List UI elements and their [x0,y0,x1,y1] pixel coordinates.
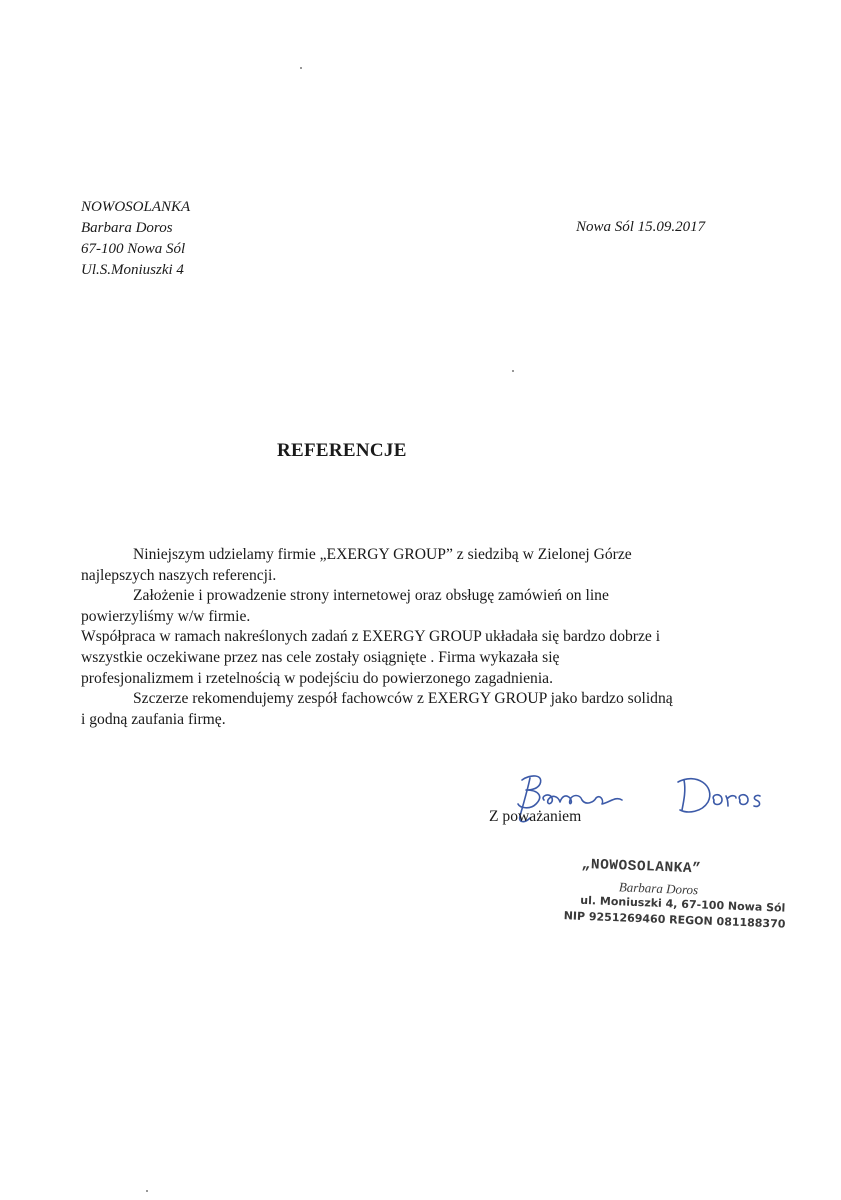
stamp-tax-ids: NIP 9251269460 REGON 081188370 [563,909,786,931]
closing-phrase: Z poważaniem [489,808,582,825]
stamp-company-name: „NOWOSOLANKA” [581,856,702,878]
body-line: powierzyliśmy w/w firmie. [81,607,251,625]
sender-city: 67-100 Nowa Sól [81,241,186,257]
stamp-owner-name: Barbara Doros [618,879,699,898]
sender-street: Ul.S.Moniuszki 4 [81,262,184,278]
body-line: Założenie i prowadzenie strony internetowej oraz obsługę zamówień on line [133,587,609,605]
body-line: wszystkie oczekiwane przez nas cele zostały osiągnięte . Firma wykazała się [81,648,560,666]
sender-address-block [81,197,190,281]
company-stamp [557,856,786,944]
body-line: Współpraca w ramach nakreślonych zadań z EXERGY GROUP układała się bardzo dobrze i [81,628,661,646]
letter-date: Nowa Sól 15.09.2017 [576,219,706,235]
body-line: profesjonalizmem i rzetelnością w podejściu do powierzonego zagadnienia. [81,669,553,687]
scan-speck [300,67,302,69]
letter-title: REFERENCJE [277,440,407,461]
body-line: Szczerze rekomendujemy zespół fachowców z EXERGY GROUP jako bardzo solidną [133,690,673,708]
body-line: i godną zaufania firmę. [81,710,226,728]
sender-company: NOWOSOLANKA [81,199,191,215]
scan-speck [146,1190,148,1192]
stamp-address: ul. Moniuszki 4, 67-100 Nowa Sól [580,893,786,915]
body-line: najlepszych naszych referencji. [81,566,277,584]
letter-body [81,545,761,730]
body-line: Niniejszym udzielamy firmie „EXERGY GROUP” z siedzibą w Zielonej Górze [133,546,632,563]
sender-name: Barbara Doros [81,220,173,236]
scan-speck [512,370,514,372]
